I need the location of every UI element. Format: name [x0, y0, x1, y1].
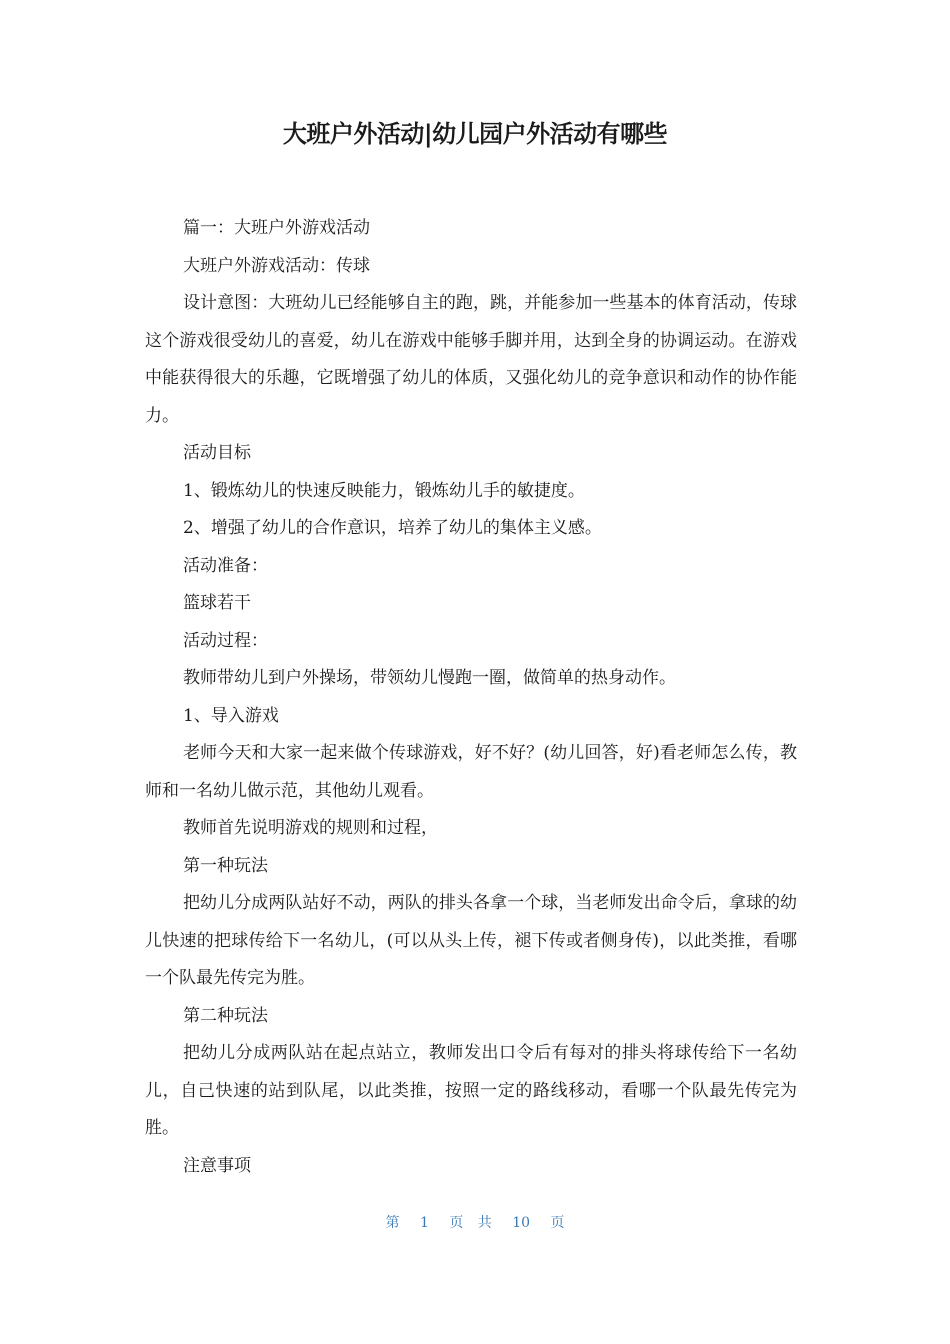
document-body — [145, 210, 797, 1185]
page-label-suffix: 页 — [550, 1215, 565, 1231]
paragraph: 注意事项 — [183, 1155, 251, 1176]
paragraph: 第二种玩法 — [183, 1005, 268, 1026]
paragraph: 活动过程： — [183, 630, 268, 651]
paragraph: 1、锻炼幼儿的快速反映能力，锻炼幼儿手的敏捷度。 — [183, 480, 585, 501]
paragraph: 大班户外游戏活动：传球 — [183, 255, 370, 276]
current-page-number: 1 — [419, 1215, 429, 1231]
document-title: 大班户外活动|幼儿园户外活动有哪些 — [282, 120, 668, 148]
paragraph: 教师带幼儿到户外操场，带领幼儿慢跑一圈，做简单的热身动作。 — [183, 668, 676, 688]
paragraph: 2、增强了幼儿的合作意识，培养了幼儿的集体主义感。 — [183, 518, 602, 538]
paragraph: 篇一：大班户外游戏活动 — [183, 218, 370, 238]
paragraph: 把幼儿分成两队站在起点站立，教师发出口令后有每对的排头将球传给下一名幼儿，自己快速的站到队尾，以此类推，按照一定的路线移动，看哪一个队最先传完为胜。 — [145, 1043, 797, 1138]
paragraph: 第一种玩法 — [183, 855, 268, 876]
page-label-prefix: 第 — [385, 1215, 400, 1231]
paragraph: 把幼儿分成两队站好不动，两队的排头各拿一个球，当老师发出命令后，拿球的幼儿快速的把球传给下一名幼儿，(可以从头上传，褪下传或者侧身传)，以此类推，看哪一个队最先传完为胜。 — [145, 893, 797, 988]
page-label-mid: 页 共 — [449, 1215, 492, 1231]
paragraph: 老师今天和大家一起来做个传球游戏，好不好？(幼儿回答，好)看老师怎么传，教师和一名幼儿做示范，其他幼儿观看。 — [145, 743, 797, 801]
paragraph: 教师首先说明游戏的规则和过程， — [183, 818, 438, 838]
paragraph: 1、导入游戏 — [183, 705, 279, 726]
total-pages-number: 10 — [512, 1215, 531, 1231]
paragraph: 设计意图：大班幼儿已经能够自主的跑，跳，并能参加一些基本的体育活动，传球这个游戏很受幼儿的喜爱，幼儿在游戏中能够手脚并用，达到全身的协调运动。在游戏中能获得很大的乐趣，它既增强了幼儿的体质，又强化幼儿的竞争意识和动作的协作能力。 — [145, 293, 797, 426]
paragraph: 活动目标 — [183, 443, 251, 463]
page-footer — [0, 1212, 950, 1234]
paragraph: 活动准备： — [183, 555, 268, 576]
paragraph: 篮球若干 — [183, 593, 251, 613]
